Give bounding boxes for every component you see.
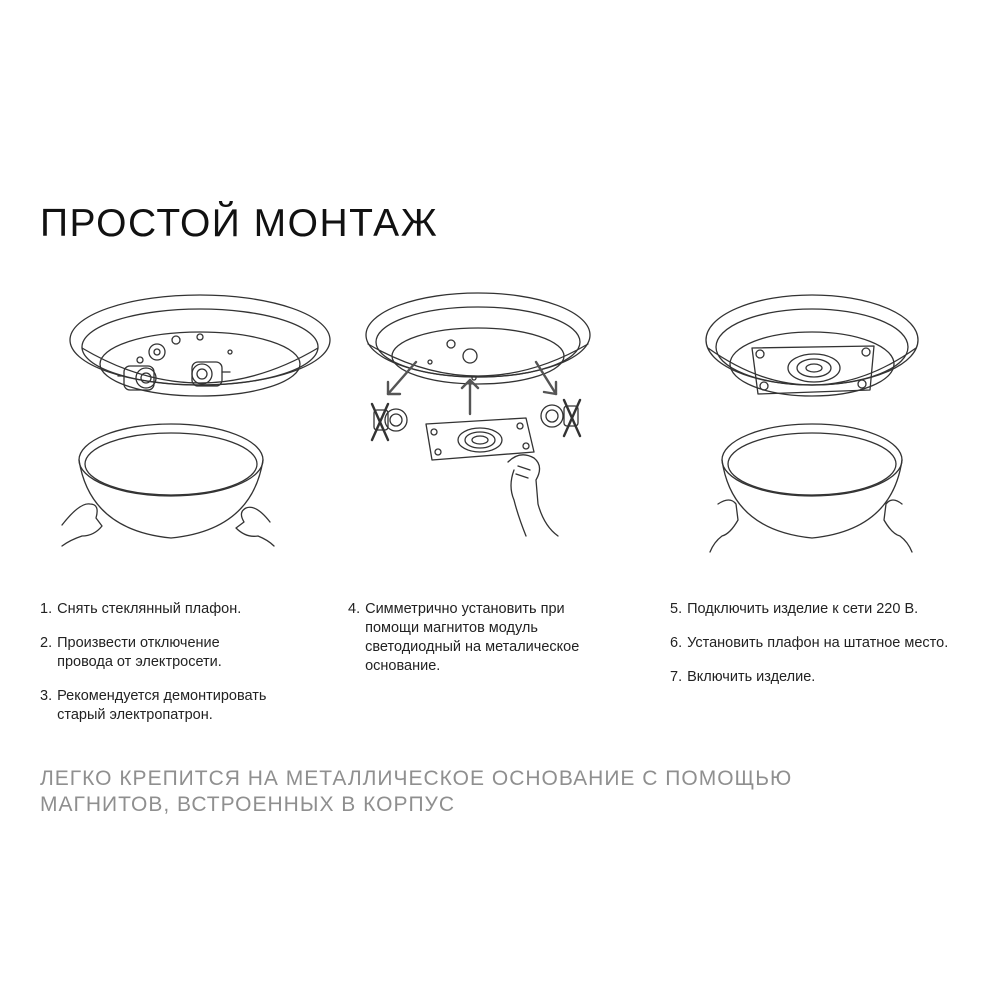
socket-icon	[118, 366, 156, 390]
step-number: 5.	[670, 601, 683, 617]
step-number: 1.	[40, 601, 53, 617]
step-number: 6.	[670, 635, 683, 651]
glass-shade-icon	[722, 424, 902, 538]
step-item	[670, 668, 990, 687]
led-module-icon	[426, 418, 534, 460]
arrow-icon	[462, 380, 478, 414]
step-text: Установить плафон на штатное место.	[687, 635, 949, 651]
step-item	[40, 687, 340, 725]
led-module-icon	[752, 346, 874, 394]
illustration-remove-shade	[60, 290, 340, 570]
right-hand-icon	[884, 500, 912, 552]
step-number: 2.	[40, 635, 53, 651]
feature-caption: ЛЕГКО КРЕПИТСЯ НА МЕТАЛЛИЧЕСКОЕ ОСНОВАНИЕ С ПОМОЩЬЮ МАГНИТОВ, ВСТРОЕННЫХ В КОРПУС	[40, 767, 793, 816]
step-item	[40, 600, 340, 619]
arrow-icon	[388, 362, 416, 394]
step-item	[40, 634, 340, 672]
step-text: Симметрично установить при помощи магнитов модуль светодиодный на металическое основание.	[365, 601, 580, 674]
crossed-socket-icon	[541, 400, 580, 436]
left-hand-icon	[710, 500, 738, 552]
step-number: 3.	[40, 688, 53, 704]
glass-shade-icon	[79, 424, 263, 538]
step-text: Включить изделие.	[687, 669, 816, 685]
step-item	[670, 634, 990, 653]
steps-column-2	[348, 600, 648, 691]
left-hand-icon	[62, 504, 102, 546]
page-title: ПРОСТОЙ МОНТАЖ	[40, 202, 439, 245]
step-item	[670, 600, 990, 619]
step-item	[348, 600, 648, 676]
step-text: Подключить изделие к сети 220 В.	[687, 601, 919, 617]
step-number: 4.	[348, 601, 361, 617]
steps-column-3	[670, 600, 990, 702]
step-text: Рекомендуется демонтировать старый электропатрон.	[57, 688, 267, 723]
steps-column-1	[40, 600, 340, 740]
step-text: Произвести отключение провода от электросети.	[57, 635, 222, 670]
led-module-magnets-icon	[358, 290, 638, 570]
illustration-install-module	[358, 290, 638, 570]
hand-icon	[508, 455, 558, 536]
right-hand-icon	[236, 507, 274, 546]
step-number: 7.	[670, 669, 683, 685]
step-text: Снять стеклянный плафон.	[57, 601, 242, 617]
crossed-socket-icon	[372, 404, 407, 440]
lamp-with-led-module-icon	[700, 290, 980, 570]
illustration-install-shade	[700, 290, 980, 570]
lamp-with-old-sockets-icon	[60, 290, 340, 570]
